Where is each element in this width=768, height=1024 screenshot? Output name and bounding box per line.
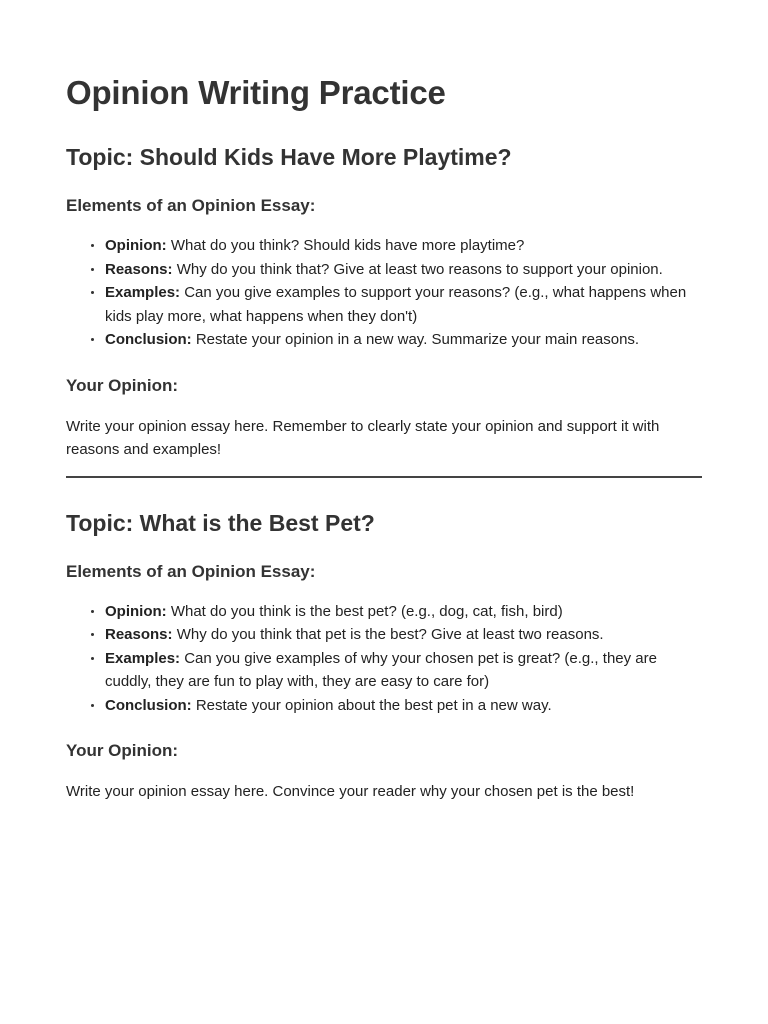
item-text: What do you think is the best pet? (e.g., dog, cat, fish, bird) [166,602,563,620]
item-text: Restate your opinion in a new way. Summarize your main reasons. [191,331,640,348]
topic-title: Topic: What is the Best Pet? [66,509,375,536]
elements-list [66,600,702,718]
item-text: Why do you think that? Give at least two reasons to support your opinion. [172,260,663,278]
list-item [105,694,702,718]
page-title: Opinion Writing Practice [66,74,446,111]
item-term: Conclusion: [105,696,192,714]
item-term: Conclusion: [105,331,192,348]
list-item [105,281,702,328]
list-item [105,600,702,624]
topic-section-playtime [66,142,702,462]
item-term: Reasons: [105,260,173,278]
list-item [105,623,702,647]
list-item [105,328,702,352]
item-text: What do you think? Should kids have more playtime? [166,237,525,254]
your-opinion-heading: Your Opinion: [66,375,179,395]
item-text: Can you give examples to support your reasons? (e.g., what happens when kids play more, what happens when they don't) [105,284,687,325]
item-term: Examples: [105,649,181,667]
item-text: Can you give examples of why your chosen pet is great? (e.g., they are cuddly, they are fun to play with, they are easy to care for) [105,649,657,690]
elements-heading: Elements of an Opinion Essay: [66,561,316,581]
section-divider [66,476,702,478]
opinion-prompt: Write your opinion essay here. Remember to clearly state your opinion and support it with reasons and examples! [66,417,660,458]
item-term: Examples: [105,284,181,301]
item-term: Opinion: [105,237,167,254]
item-text: Why do you think that pet is the best? Give at least two reasons. [172,626,604,643]
item-term: Reasons: [105,626,173,643]
topic-title: Topic: Should Kids Have More Playtime? [66,144,512,170]
item-term: Opinion: [105,602,167,620]
list-item [105,234,702,258]
item-text: Restate your opinion about the best pet in a new way. [191,696,552,714]
elements-list [66,234,702,352]
topic-section-best-pet [66,508,702,804]
list-item [105,647,702,694]
list-item [105,258,702,282]
your-opinion-heading: Your Opinion: [66,741,179,760]
opinion-prompt: Write your opinion essay here. Convince your reader why your chosen pet is the best! [66,783,635,800]
elements-heading: Elements of an Opinion Essay: [66,196,316,215]
